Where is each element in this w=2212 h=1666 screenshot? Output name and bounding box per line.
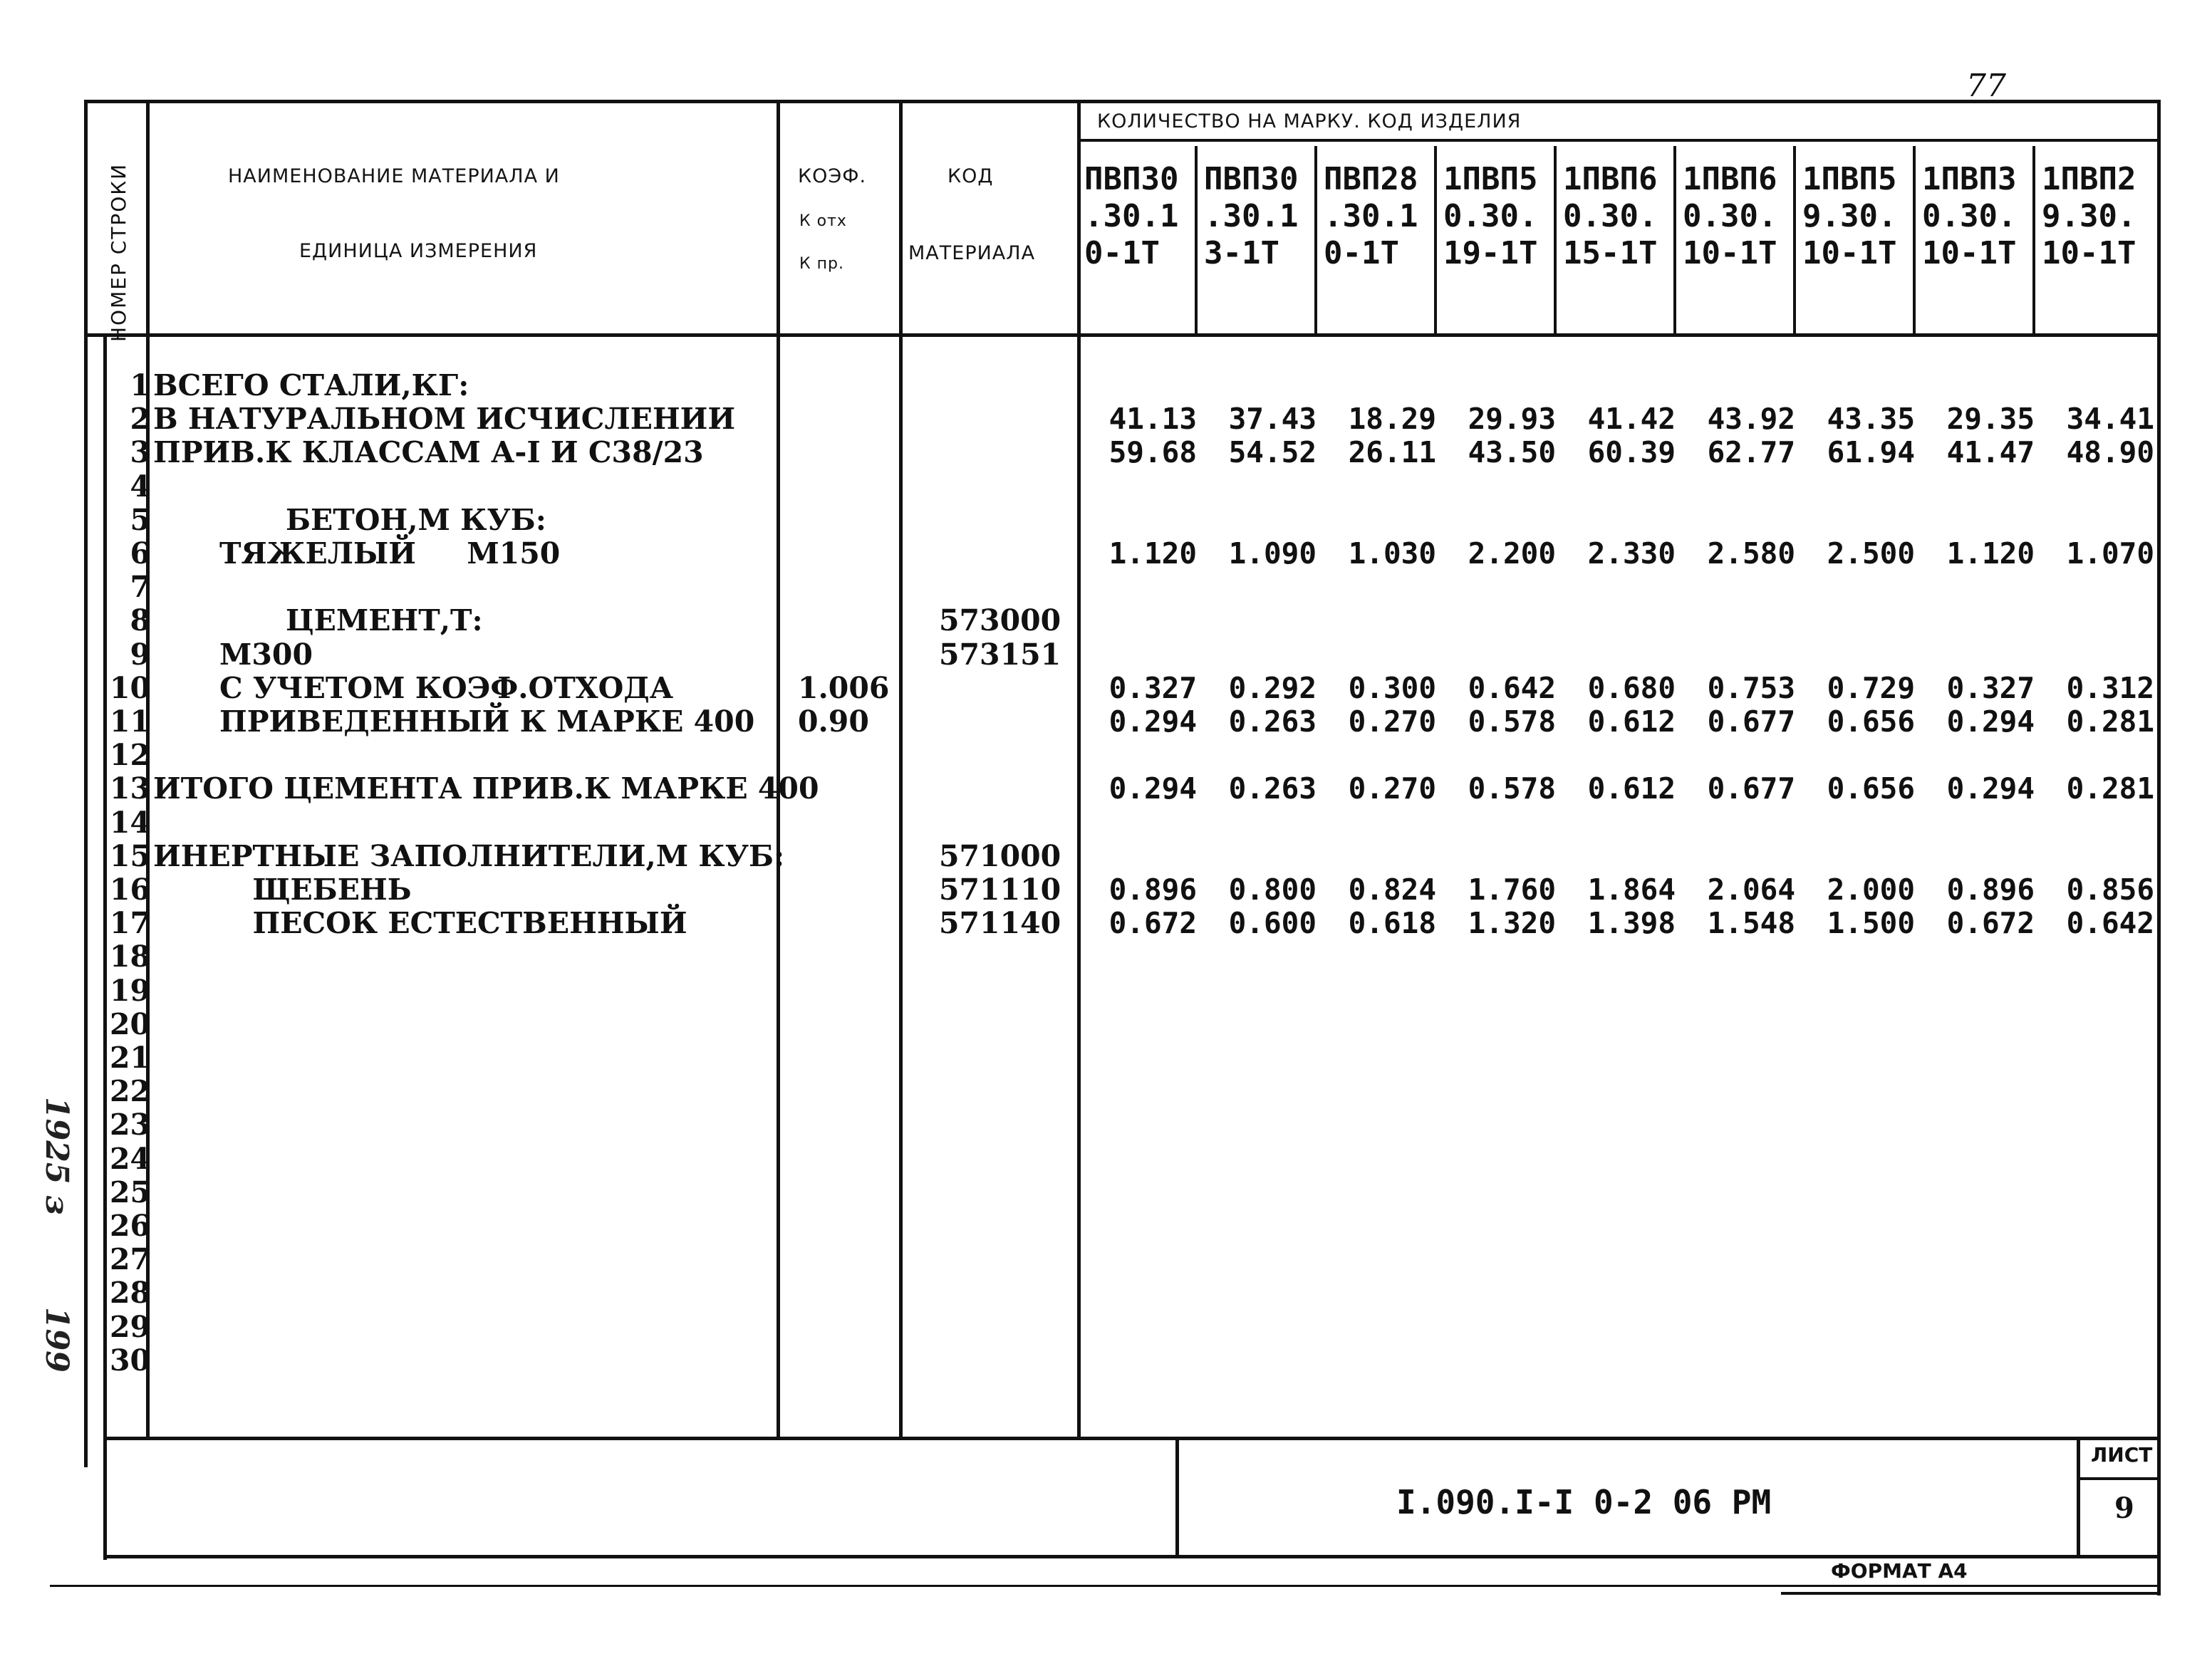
material-coefficient: 1.006 bbox=[798, 670, 890, 705]
quantity-value: 2.200 bbox=[1468, 536, 1556, 571]
coef-header-line3: К пр. bbox=[799, 255, 844, 273]
table-row bbox=[0, 1108, 2212, 1142]
quantity-value: 0.618 bbox=[1348, 906, 1436, 941]
mark-sep bbox=[2032, 146, 2035, 335]
quantity-value: 18.29 bbox=[1348, 402, 1436, 437]
row-number: 30 bbox=[109, 1343, 150, 1378]
quantity-value: 1.320 bbox=[1468, 906, 1556, 941]
table-row bbox=[0, 1276, 2212, 1310]
quantity-value: 1.760 bbox=[1468, 873, 1556, 907]
material-name: М300 bbox=[219, 637, 313, 672]
row-number: 6 bbox=[130, 536, 150, 571]
mark-code-line: ПВП30 bbox=[1204, 161, 1299, 197]
row-number: 25 bbox=[109, 1175, 150, 1209]
table-row bbox=[0, 806, 2212, 840]
mark-sep bbox=[1195, 146, 1198, 335]
material-name: ЦЕМЕНТ,Т: bbox=[286, 603, 483, 638]
quantity-value: 0.300 bbox=[1348, 670, 1436, 705]
material-code: 571110 bbox=[939, 873, 1061, 907]
quantity-value: 2.500 bbox=[1827, 536, 1915, 571]
table-row bbox=[0, 1075, 2212, 1108]
row-number: 3 bbox=[130, 435, 150, 470]
row-number: 8 bbox=[130, 603, 150, 638]
mark-code-line: 1ПВП3 bbox=[1922, 161, 2017, 197]
quantity-value: 0.281 bbox=[2066, 704, 2154, 739]
quantity-value: 62.77 bbox=[1707, 435, 1795, 470]
quantity-value: 0.729 bbox=[1827, 670, 1915, 705]
quantity-value: 1.120 bbox=[1946, 536, 2035, 571]
table-row bbox=[0, 470, 2212, 504]
inventory-note-bottom: 199 bbox=[38, 1307, 75, 1373]
material-name: ИНЕРТНЫЕ ЗАПОЛНИТЕЛИ,М КУБ: bbox=[153, 838, 785, 873]
quantity-value: 43.92 bbox=[1707, 402, 1795, 437]
mark-code-line: 10-1Т bbox=[1802, 235, 1897, 271]
quantity-value: 0.677 bbox=[1707, 771, 1795, 806]
table-row bbox=[0, 1344, 2212, 1378]
quantity-value: 1.864 bbox=[1587, 873, 1676, 907]
material-code: 571140 bbox=[939, 906, 1061, 941]
mark-code-line: .30.1 bbox=[1204, 198, 1299, 234]
quantity-value: 0.672 bbox=[1946, 906, 2035, 941]
quantity-value: 0.642 bbox=[1468, 670, 1556, 705]
sheet-number: 9 bbox=[2114, 1491, 2134, 1525]
quantity-value: 0.824 bbox=[1348, 873, 1436, 907]
quantity-value: 0.578 bbox=[1468, 704, 1556, 739]
row-number: 22 bbox=[109, 1074, 150, 1109]
quantity-value: 0.896 bbox=[1946, 873, 2035, 907]
mark-code-line: 0-1Т bbox=[1084, 235, 1160, 271]
quantity-value: 0.578 bbox=[1468, 771, 1556, 806]
row-number: 26 bbox=[109, 1209, 150, 1243]
quantity-value: 1.500 bbox=[1827, 906, 1915, 941]
quantity-value: 0.856 bbox=[2066, 873, 2154, 907]
row-number: 29 bbox=[109, 1309, 150, 1344]
table-row bbox=[0, 436, 2212, 469]
quantity-value: 2.580 bbox=[1707, 536, 1795, 571]
quantity-value: 0.677 bbox=[1707, 704, 1795, 739]
row-number: 2 bbox=[130, 402, 150, 437]
table-row bbox=[0, 772, 2212, 806]
quantity-value: 41.42 bbox=[1587, 402, 1676, 437]
mark-sep bbox=[1434, 146, 1437, 335]
mark-code-line: 1ПВП5 bbox=[1443, 161, 1538, 197]
table-row bbox=[0, 907, 2212, 940]
quantity-value: 0.672 bbox=[1108, 906, 1197, 941]
table-row bbox=[0, 369, 2212, 402]
quantity-value: 0.270 bbox=[1348, 704, 1436, 739]
quantity-value: 0.612 bbox=[1587, 771, 1676, 806]
quantity-value: 26.11 bbox=[1348, 435, 1436, 470]
quantity-value: 54.52 bbox=[1228, 435, 1317, 470]
table-row bbox=[0, 940, 2212, 974]
mark-code-line: ПВП28 bbox=[1324, 161, 1418, 197]
quantity-value: 0.656 bbox=[1827, 704, 1915, 739]
material-code: 571000 bbox=[939, 838, 1061, 873]
sheet-box-mid bbox=[2077, 1477, 2161, 1480]
table-row bbox=[0, 504, 2212, 537]
quantity-value: 41.13 bbox=[1108, 402, 1197, 437]
quantity-value: 61.94 bbox=[1827, 435, 1915, 470]
row-number: 11 bbox=[109, 704, 150, 739]
quantity-value: 1.120 bbox=[1108, 536, 1197, 571]
row-number: 7 bbox=[130, 570, 150, 605]
quantity-value: 0.642 bbox=[2066, 906, 2154, 941]
quantity-value: 0.612 bbox=[1587, 704, 1676, 739]
title-block-top bbox=[103, 1437, 2161, 1440]
mark-code-line: 0.30. bbox=[1922, 198, 2017, 234]
table-row bbox=[0, 873, 2212, 907]
row-number-header: НОМЕР СТРОКИ bbox=[107, 162, 130, 342]
quantity-value: 37.43 bbox=[1228, 402, 1317, 437]
material-name: В НАТУРАЛЬНОМ ИСЧИСЛЕНИИ bbox=[153, 402, 736, 437]
quantity-value: 0.327 bbox=[1946, 670, 2035, 705]
mark-code-line: 10-1Т bbox=[2042, 235, 2136, 271]
material-name: ПРИВЕДЕННЫЙ К МАРКЕ 400 bbox=[219, 704, 755, 739]
table-row bbox=[0, 974, 2212, 1008]
quantity-value: 29.35 bbox=[1946, 402, 2035, 437]
quantity-value: 0.800 bbox=[1228, 873, 1317, 907]
material-name: ЩЕБЕНЬ bbox=[252, 873, 412, 907]
row-number: 19 bbox=[109, 973, 150, 1008]
mark-code-line: 19-1Т bbox=[1443, 235, 1538, 271]
quantity-value: 43.50 bbox=[1468, 435, 1556, 470]
quantity-value: 29.93 bbox=[1468, 402, 1556, 437]
material-name: ТЯЖЕЛЫЙ М150 bbox=[219, 536, 561, 571]
row-number: 10 bbox=[109, 670, 150, 705]
row-number: 18 bbox=[109, 939, 150, 974]
mark-sep bbox=[1913, 146, 1916, 335]
quantity-value: 0.600 bbox=[1228, 906, 1317, 941]
quantity-value: 34.41 bbox=[2066, 402, 2154, 437]
mark-code-line: 0.30. bbox=[1683, 198, 1777, 234]
row-number: 20 bbox=[109, 1006, 150, 1041]
table-row bbox=[0, 537, 2212, 571]
table-row bbox=[0, 1041, 2212, 1075]
material-name: ПЕСОК ЕСТЕСТВЕННЫЙ bbox=[252, 906, 687, 941]
material-name: ВСЕГО СТАЛИ,КГ: bbox=[153, 368, 469, 402]
material-name: БЕТОН,М КУБ: bbox=[286, 502, 546, 537]
quantity-value: 0.294 bbox=[1946, 771, 2035, 806]
sheet-box-left bbox=[2077, 1437, 2080, 1558]
table-row bbox=[0, 840, 2212, 873]
mark-code-line: 10-1Т bbox=[1922, 235, 2017, 271]
quantity-value: 1.070 bbox=[2066, 536, 2154, 571]
quantity-value: 0.281 bbox=[2066, 771, 2154, 806]
coef-header-line1: КОЭФ. bbox=[798, 165, 867, 187]
mark-sep bbox=[1314, 146, 1317, 335]
row-number: 24 bbox=[109, 1141, 150, 1176]
row-number: 16 bbox=[109, 873, 150, 907]
quantity-value: 59.68 bbox=[1108, 435, 1197, 470]
row-number: 9 bbox=[130, 637, 150, 672]
row-number: 27 bbox=[109, 1242, 150, 1277]
row-number: 28 bbox=[109, 1276, 150, 1311]
material-coefficient: 0.90 bbox=[798, 704, 869, 739]
mark-code-line: .30.1 bbox=[1084, 198, 1179, 234]
material-name: С УЧЕТОМ КОЭФ.ОТХОДА bbox=[219, 670, 674, 705]
row-number: 13 bbox=[109, 771, 150, 806]
quantity-value: 48.90 bbox=[2066, 435, 2154, 470]
mark-code-line: 3-1Т bbox=[1204, 235, 1279, 271]
quantity-value: 1.548 bbox=[1707, 906, 1795, 941]
corner-handwritten-mark: 77 bbox=[1966, 68, 2006, 104]
name-header-line2: ЕДИНИЦА ИЗМЕРЕНИЯ bbox=[299, 240, 538, 262]
mark-code-line: 1ПВП5 bbox=[1802, 161, 1897, 197]
row-number: 14 bbox=[109, 805, 150, 840]
table-row bbox=[0, 571, 2212, 604]
row-number: 12 bbox=[109, 738, 150, 773]
quantity-value: 0.263 bbox=[1228, 771, 1317, 806]
quantity-value: 1.398 bbox=[1587, 906, 1676, 941]
material-name: ПРИВ.К КЛАССАМ А-I И С38/23 bbox=[153, 435, 704, 470]
coef-header-line2: К отх bbox=[799, 212, 847, 230]
table-row bbox=[0, 672, 2212, 705]
table-row bbox=[0, 604, 2212, 637]
quantity-subheader-line bbox=[1077, 139, 2160, 142]
material-name: ИТОГО ЦЕМЕНТА ПРИВ.К МАРКЕ 400 bbox=[153, 771, 819, 806]
row-number: 23 bbox=[109, 1108, 150, 1142]
row-number: 15 bbox=[109, 838, 150, 873]
mark-code-line: .30.1 bbox=[1324, 198, 1418, 234]
code-header-line2: МАТЕРИАЛА bbox=[908, 242, 1036, 264]
frame-bottom-right bbox=[1781, 1592, 2159, 1595]
quantity-header: КОЛИЧЕСТВО НА МАРКУ. КОД ИЗДЕЛИЯ bbox=[1097, 110, 1522, 132]
sheet-label: ЛИСТ bbox=[2091, 1443, 2153, 1467]
quantity-value: 0.294 bbox=[1946, 704, 2035, 739]
header-separator bbox=[84, 333, 2161, 337]
quantity-value: 0.292 bbox=[1228, 670, 1317, 705]
mark-code-line: 0-1Т bbox=[1324, 235, 1399, 271]
table-row bbox=[0, 638, 2212, 672]
table-row bbox=[0, 1243, 2212, 1276]
quantity-value: 41.47 bbox=[1946, 435, 2035, 470]
mark-sep bbox=[1554, 146, 1557, 335]
mark-code-line: 9.30. bbox=[2042, 198, 2136, 234]
row-number: 21 bbox=[109, 1041, 150, 1075]
code-header-line1: КОД bbox=[947, 165, 994, 187]
quantity-value: 0.327 bbox=[1108, 670, 1197, 705]
quantity-value: 2.064 bbox=[1707, 873, 1795, 907]
quantity-value: 0.294 bbox=[1108, 704, 1197, 739]
mark-code-line: 10-1Т bbox=[1683, 235, 1777, 271]
quantity-value: 43.35 bbox=[1827, 402, 1915, 437]
quantity-value: 0.270 bbox=[1348, 771, 1436, 806]
row-number: 4 bbox=[130, 469, 150, 504]
quantity-value: 0.753 bbox=[1707, 670, 1795, 705]
table-row bbox=[0, 739, 2212, 772]
mark-code-line: 1ПВП6 bbox=[1563, 161, 1658, 197]
quantity-value: 1.030 bbox=[1348, 536, 1436, 571]
title-block-divider bbox=[1175, 1437, 1179, 1558]
table-row bbox=[0, 402, 2212, 436]
row-number: 5 bbox=[130, 502, 150, 537]
quantity-value: 0.896 bbox=[1108, 873, 1197, 907]
format-label: ФОРМАТ А4 bbox=[1831, 1559, 1968, 1583]
material-code: 573151 bbox=[939, 637, 1061, 672]
mark-sep bbox=[1793, 146, 1796, 335]
mark-code-line: 0.30. bbox=[1443, 198, 1538, 234]
mark-sep bbox=[1673, 146, 1676, 335]
quantity-value: 2.330 bbox=[1587, 536, 1676, 571]
table-row bbox=[0, 1209, 2212, 1243]
quantity-value: 0.656 bbox=[1827, 771, 1915, 806]
table-row bbox=[0, 1142, 2212, 1176]
table-row bbox=[0, 705, 2212, 739]
mark-code-line: ПВП30 bbox=[1084, 161, 1179, 197]
mark-code-line: 15-1Т bbox=[1563, 235, 1658, 271]
mark-code-line: 0.30. bbox=[1563, 198, 1658, 234]
mark-code-line: 1ПВП2 bbox=[2042, 161, 2136, 197]
quantity-value: 0.680 bbox=[1587, 670, 1676, 705]
inventory-note-top: 1925 з bbox=[38, 1097, 75, 1215]
quantity-value: 0.294 bbox=[1108, 771, 1197, 806]
quantity-value: 2.000 bbox=[1827, 873, 1915, 907]
quantity-value: 60.39 bbox=[1587, 435, 1676, 470]
mark-code-line: 9.30. bbox=[1802, 198, 1897, 234]
mark-code-line: 1ПВП6 bbox=[1683, 161, 1777, 197]
quantity-value: 0.263 bbox=[1228, 704, 1317, 739]
material-code: 573000 bbox=[939, 603, 1061, 638]
quantity-value: 1.090 bbox=[1228, 536, 1317, 571]
table-row bbox=[0, 1008, 2212, 1041]
frame-bottom-outer bbox=[50, 1585, 2159, 1587]
name-header-line1: НАИМЕНОВАНИЕ МАТЕРИАЛА И bbox=[228, 165, 560, 187]
frame-top bbox=[84, 100, 2161, 103]
quantity-value: 0.312 bbox=[2066, 670, 2154, 705]
frame-bottom bbox=[103, 1555, 2161, 1558]
row-number: 1 bbox=[130, 368, 150, 402]
document-code: I.090.I-I 0-2 06 PM bbox=[1396, 1483, 1772, 1521]
row-number: 17 bbox=[109, 906, 150, 941]
table-row bbox=[0, 1311, 2212, 1344]
table-row bbox=[0, 1176, 2212, 1209]
